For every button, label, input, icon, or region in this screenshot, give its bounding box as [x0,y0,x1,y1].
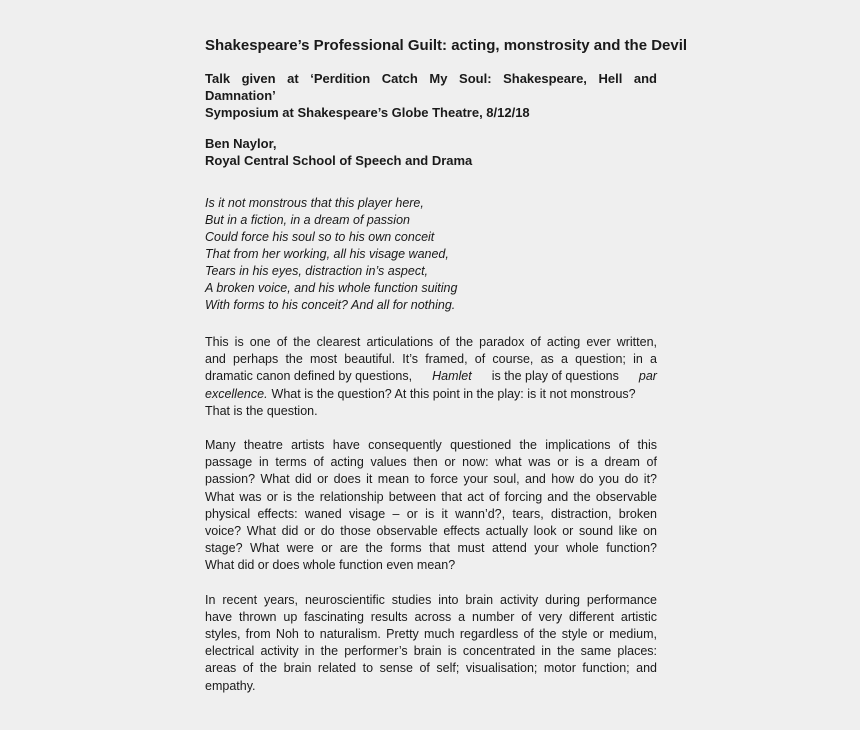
paragraph-3 [205,592,657,695]
paragraph-line: In recent years, neuroscientific studies into brain activity during performance [205,592,657,607]
paragraph-line: This is one of the clearest articulations of the paradox of acting ever written, [205,335,657,349]
paragraph-line: styles, from Noh to naturalism. Pretty much regardless of the style or medium, [205,627,657,642]
verse-line: A broken voice, and his whole function suiting [205,281,458,295]
verse-line: With forms to his conceit? And all for nothing. [205,298,456,312]
verse-line: Tears in his eyes, distraction in’s aspect, [205,264,429,278]
paragraph-line [205,368,657,385]
paragraph-line: passion? What did or does it mean to force your soul, and how do you do it? [205,472,657,487]
talk-details-line: Symposium at Shakespeare’s Globe Theatre, 8/12/18 [205,105,530,120]
talk-details [205,70,657,121]
paragraph-line: voice? What did or do those observable effects actually look or sound like on [205,524,657,539]
emphasis-text: Hamlet [432,369,472,384]
paragraph-2 [205,437,657,575]
verse-line: That from her working, all his visage waned, [205,247,449,261]
paragraph-1 [205,334,657,420]
paragraph-line: passage in terms of acting values then or now: what was or is a dream of [205,455,657,470]
paragraph-line: What did or does whole function even mean? [205,558,456,573]
verse-line: Could force his soul so to his own conceit [205,230,435,244]
document-title: Shakespeare’s Professional Guilt: acting, monstrosity and the Devil [205,37,688,54]
verse-line: Is it not monstrous that this player here, [205,196,424,210]
paragraph-line: have thrown up fascinating results across a number of very different artistic [205,609,657,624]
author-block [205,135,657,169]
emphasis-text: excellence. [205,386,268,401]
author-affiliation: Royal Central School of Speech and Drama [205,153,473,168]
paragraph-line: That is the question. [205,403,318,418]
paragraph-line: What was or is the relationship between that act of forcing and the observable [205,489,657,504]
paragraph-line: and perhaps the most beautiful. It’s framed, of course, as a question; in a [205,352,657,367]
paragraph-line: electrical activity in the performer’s brain is concentrated in the same places: [205,644,657,659]
talk-details-line: Talk given at ‘Perdition Catch My Soul: Shakespeare, Hell and Damnation’ [205,71,657,103]
paragraph-text: dramatic canon defined by questions, [205,369,413,384]
paragraph-text: is the play of questions [491,369,619,384]
paragraph-line: areas of the brain related to sense of self; visualisation; motor function; and [205,661,657,676]
paragraph-line: empathy. [205,678,256,693]
verse-quotation [205,195,657,314]
paragraph-text: What is the question? At this point in the play: is it not monstrous? [271,386,636,401]
verse-line: But in a fiction, in a dream of passion [205,213,410,227]
paragraph-line [205,386,657,403]
author-name: Ben Naylor, [205,136,277,151]
document-body [205,36,688,712]
paragraph-line: stage? What were or are the forms that must attend your whole function? [205,541,657,556]
paragraph-line: physical effects: waned visage – or is it wann’d?, tears, distraction, broken [205,506,657,521]
paragraph-line: Many theatre artists have consequently questioned the implications of this [205,438,657,453]
emphasis-text: par [638,369,657,384]
